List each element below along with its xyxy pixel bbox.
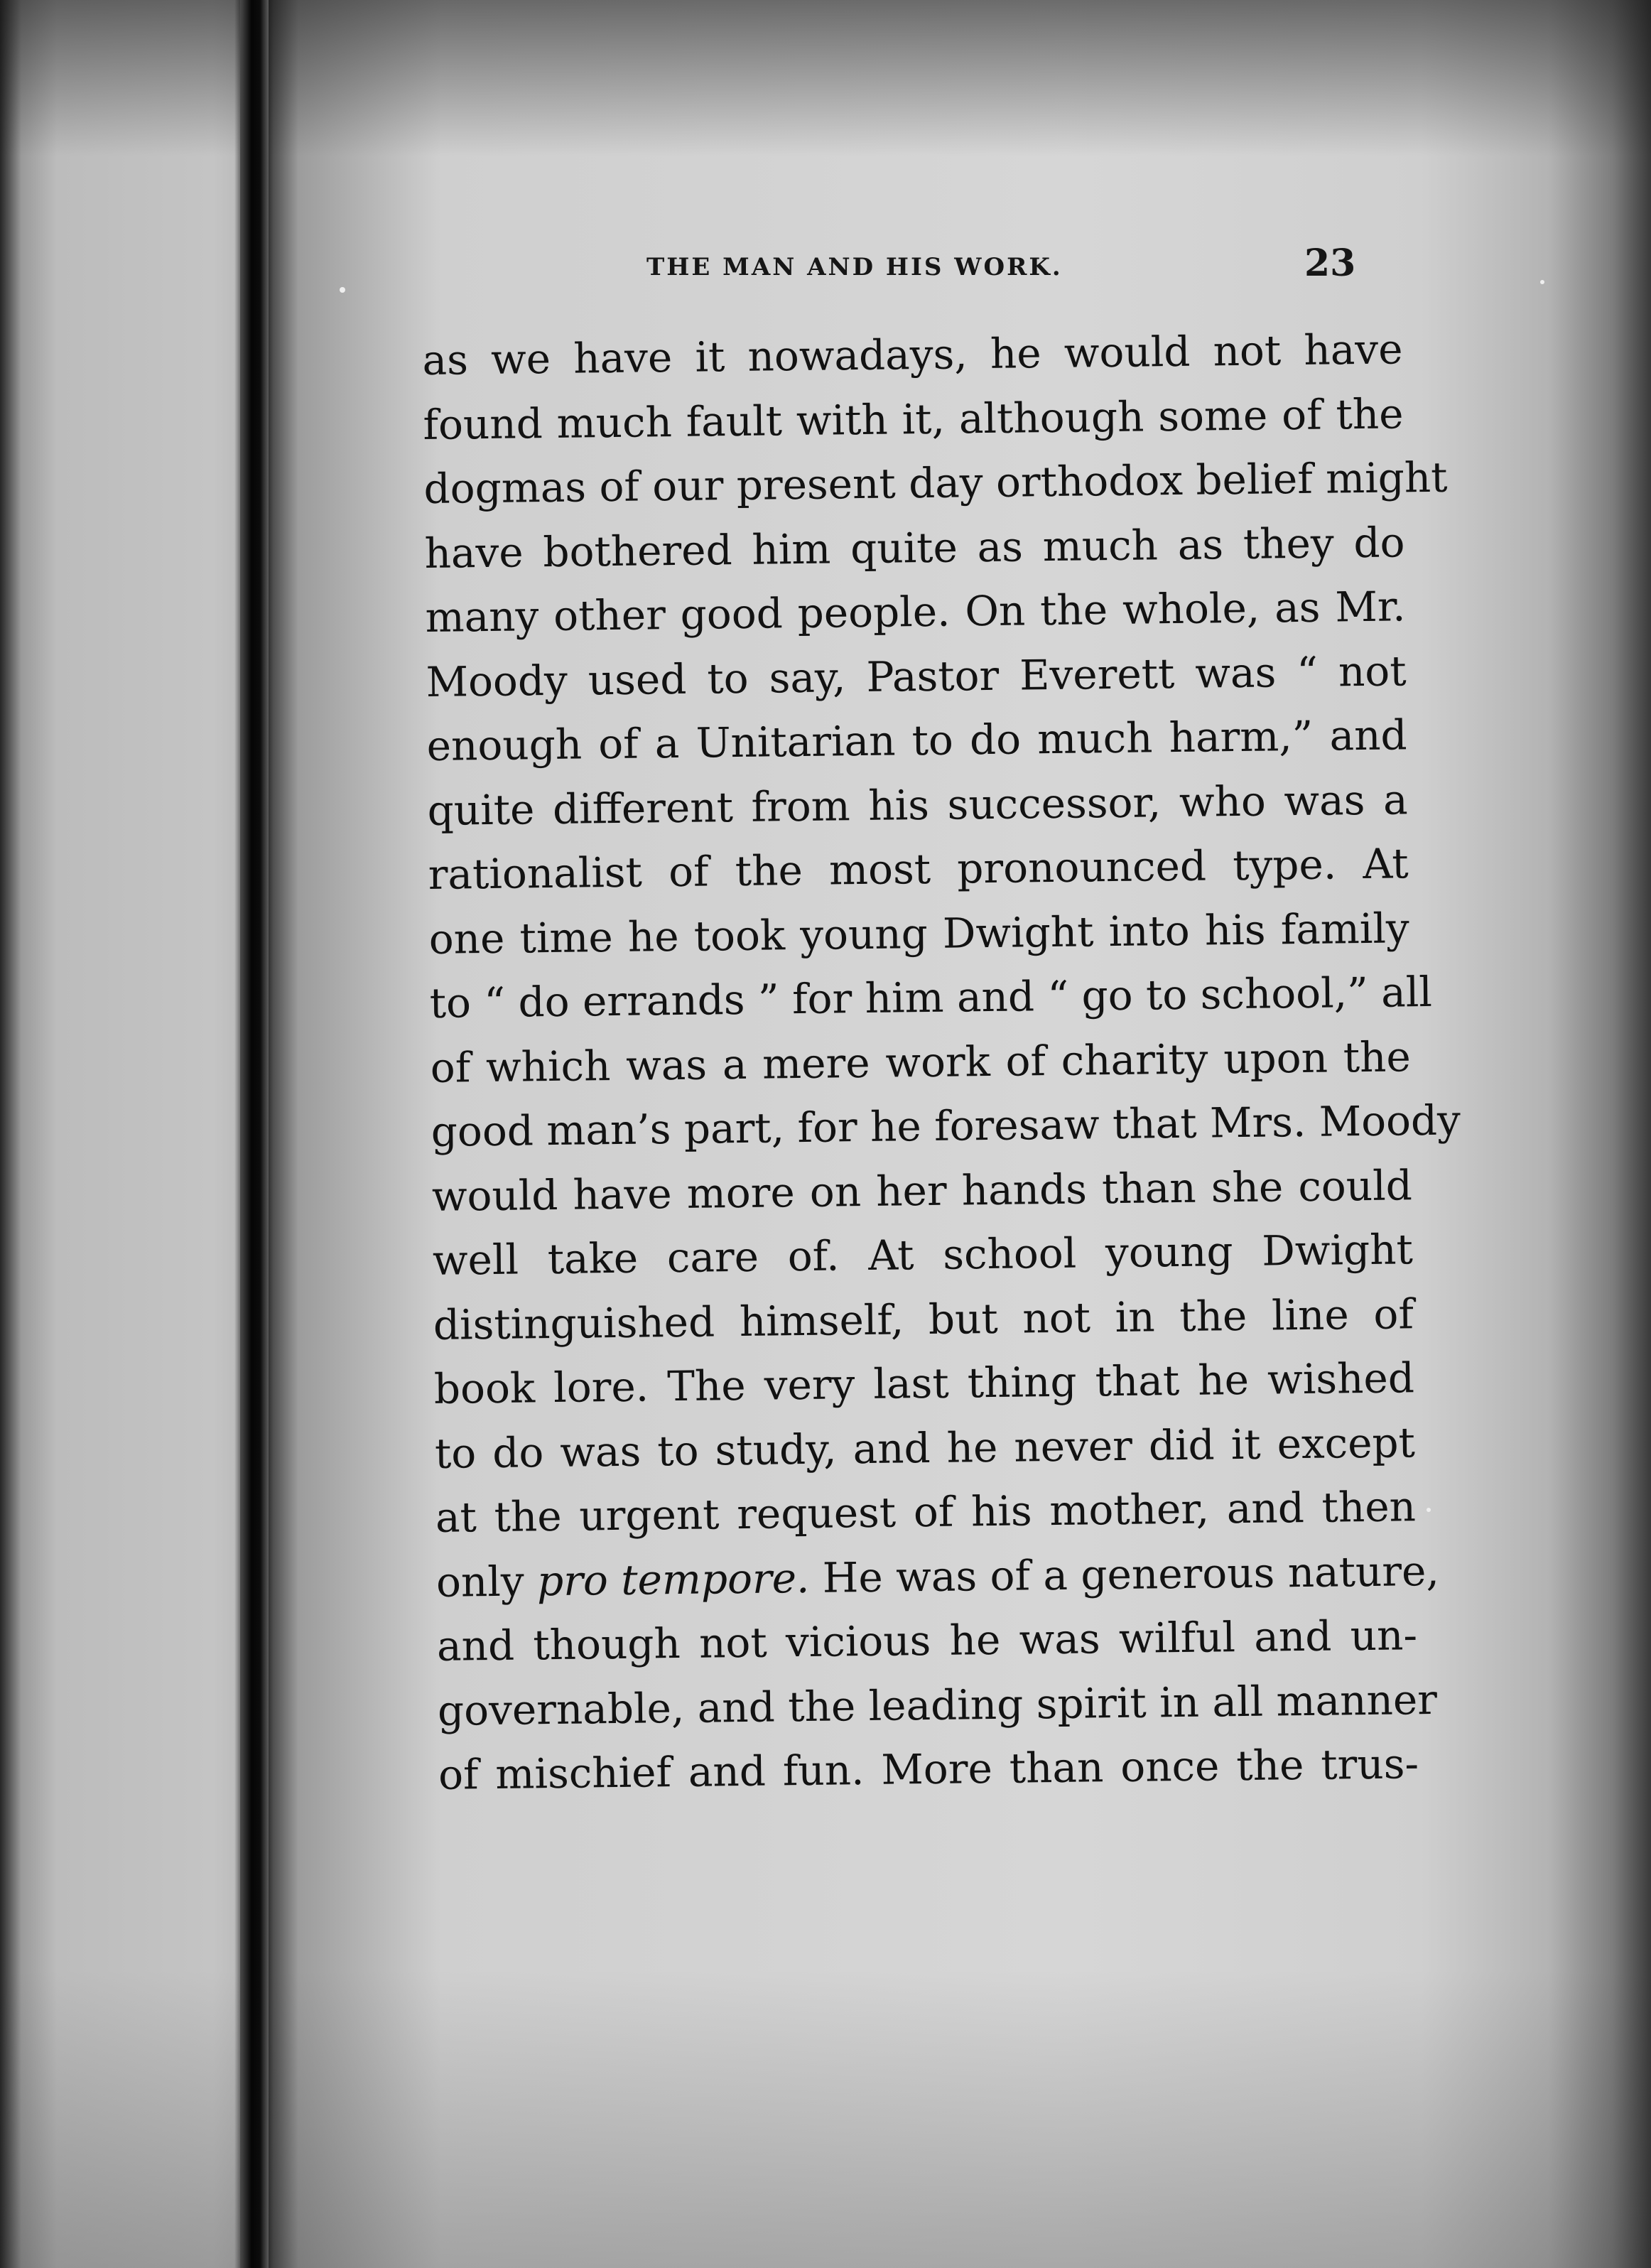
text-line: one time he took young Dwight into his family bbox=[428, 903, 1410, 963]
text-line: found much fault with it, although some of the bbox=[423, 389, 1404, 449]
text-line-with-italic bbox=[435, 1539, 1440, 1614]
text-line: enough of a Unitarian to do much harm,” and bbox=[426, 711, 1407, 770]
text-line: distinguished himself, but not in the line of bbox=[433, 1289, 1414, 1349]
body-text bbox=[422, 317, 1461, 1807]
text-line: of mischief and fun. More than once the trus- bbox=[438, 1739, 1419, 1799]
page-number: 23 bbox=[1304, 242, 1356, 285]
scan-speck bbox=[1540, 280, 1544, 284]
text-line: at the urgent request of his mother, and then bbox=[435, 1482, 1417, 1542]
text-line: to do was to study, and he never did it except bbox=[434, 1418, 1416, 1478]
text-line: of which was a mere work of charity upon the bbox=[430, 1032, 1412, 1092]
running-header: THE MAN AND HIS WORK. bbox=[646, 253, 1063, 281]
text-line: rationalist of the most pronounced type. At bbox=[428, 839, 1409, 899]
scan-speck bbox=[1427, 1508, 1431, 1512]
text-line: good man’s part, for he foresaw that Mrs. Moody bbox=[431, 1096, 1461, 1156]
text-line: and though not vicious he was wilful and un- bbox=[436, 1611, 1418, 1670]
text-line: many other good people. On the whole, as Mr. bbox=[425, 582, 1406, 642]
scan-speck bbox=[340, 287, 345, 293]
text-fragment: only bbox=[435, 1556, 524, 1606]
text-fragment: He was of a generous nature, bbox=[822, 1546, 1440, 1602]
text-line: book lore. The very last thing that he wished bbox=[433, 1354, 1415, 1413]
text-line: have bothered him quite as much as they do bbox=[424, 517, 1405, 578]
text-line: governable, and the leading spirit in all manner bbox=[437, 1675, 1438, 1735]
text-line: would have more on her hands than she could bbox=[431, 1160, 1413, 1221]
text-line: to “ do errands ” for him and “ go to school,” all bbox=[429, 967, 1433, 1027]
italic-phrase: pro tempore. bbox=[536, 1553, 810, 1605]
text-line: Moody used to say, Pastor Everett was “ not bbox=[426, 646, 1407, 706]
book-spine bbox=[240, 0, 269, 2268]
text-line: dogmas of our present day orthodox belief might bbox=[423, 453, 1448, 513]
text-line: quite different from his successor, who was a bbox=[427, 774, 1408, 835]
text-line: as we have it nowadays, he would not have bbox=[422, 325, 1403, 384]
text-line: well take care of. At school young Dwight bbox=[432, 1225, 1414, 1285]
